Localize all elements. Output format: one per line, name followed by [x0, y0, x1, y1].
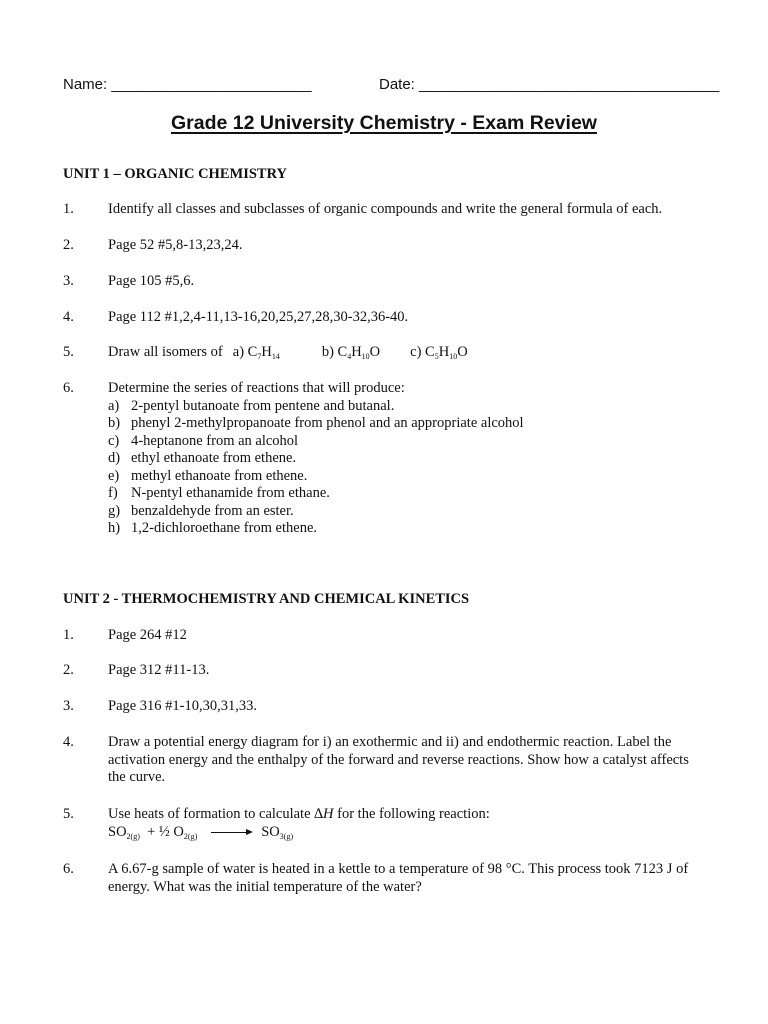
- sub-item-text: 2-pentyl butanoate from pentene and butanal.: [131, 397, 395, 414]
- date-blank[interactable]: ____________________________________: [419, 76, 720, 93]
- unit1-q6-number: 6.: [63, 380, 74, 396]
- sub-item-letter: d): [108, 450, 121, 466]
- formula-a-h: H: [261, 344, 272, 360]
- formula-c-c: c) C: [410, 344, 435, 360]
- formula-c: [410, 344, 468, 360]
- formula-b-c: b) C: [321, 344, 348, 360]
- unit2-heading: UNIT 2 - THERMOCHEMISTRY AND CHEMICAL KINETICS: [63, 591, 470, 607]
- date-label: Date:: [379, 76, 415, 93]
- unit1-q4-text: Page 112 #1,2,4-11,13-16,20,25,27,28,30-32,36-40.: [108, 309, 409, 325]
- unit2-q4-text: Draw a potential energy diagram for i) an exothermic and ii) and endothermic reaction. Label the activation energy and the enthalpy of the forward and reverse reactions. Show how a catalyst affects the curve.: [108, 734, 689, 785]
- name-field[interactable]: [63, 76, 312, 93]
- formula-b-h: H: [351, 344, 362, 360]
- sub-item: [108, 415, 708, 433]
- unit1-q2-number: 2.: [63, 237, 74, 253]
- formula-a: [233, 344, 280, 360]
- sub-item-letter: h): [108, 520, 121, 536]
- sub-item: [108, 485, 708, 503]
- unit1-heading: UNIT 1 – ORGANIC CHEMISTRY: [63, 166, 287, 182]
- page-title: [0, 112, 768, 135]
- sub-item: [108, 433, 708, 451]
- enthalpy-symbol: H: [323, 806, 334, 822]
- formula-c-sub1: 5: [434, 352, 439, 361]
- unit1-q5-number: 5.: [63, 344, 74, 360]
- sub-item-text: 4-heptanone from an alcohol: [131, 432, 299, 449]
- sub-item-letter: b): [108, 415, 121, 431]
- name-label: Name:: [63, 76, 108, 93]
- q5-text-post: for the following reaction:: [333, 806, 490, 822]
- unit2-q5-block: [108, 806, 708, 841]
- formula-b-o: O: [369, 344, 381, 360]
- unit1-q3-number: 3.: [63, 273, 74, 289]
- formula-b-sub2: 10: [361, 352, 370, 361]
- sub-item: [108, 520, 708, 538]
- sub-item: [108, 398, 708, 416]
- unit1-q2-text: Page 52 #5,8-13,23,24.: [108, 237, 243, 253]
- date-field[interactable]: [379, 76, 719, 93]
- formula-c-o: O: [457, 344, 468, 360]
- unit2-q3-number: 3.: [63, 698, 74, 714]
- sub-item-text: 1,2-dichloroethane from ethene.: [131, 520, 318, 536]
- unit1-q3-text: Page 105 #5,6.: [108, 273, 195, 289]
- reactant-so2: SO: [108, 823, 127, 840]
- unit2-q6-text: A 6.67-g sample of water is heated in a kettle to a temperature of 98 °C. This process took 7123 J of energy. What was the initial temperature of the water?: [108, 861, 689, 895]
- reactant-o2: + ½ O: [147, 823, 184, 840]
- sub-item-text: N-pentyl ethanamide from ethane.: [131, 485, 330, 501]
- formula-a-c: a) C: [232, 344, 258, 360]
- unit1-q5-text: [108, 344, 468, 362]
- unit2-q3-text: Page 316 #1-10,30,31,33.: [108, 698, 258, 714]
- sub-item-letter: a): [108, 397, 120, 414]
- sub-item-letter: e): [108, 467, 120, 484]
- unit2-q6-number: 6.: [63, 861, 74, 877]
- reactant-o2-state: 2(g): [183, 831, 198, 841]
- formula-b-sub1: 4: [347, 352, 352, 361]
- sub-item-letter: f): [108, 485, 118, 501]
- unit1-q6-block: [108, 380, 708, 538]
- sub-item: [108, 450, 708, 468]
- sub-item-text: methyl ethanoate from ethene.: [131, 467, 308, 484]
- formula-c-sub2: 10: [449, 352, 458, 361]
- unit1-q1-text: Identify all classes and subclasses of organic compounds and write the general formula of each.: [108, 201, 663, 217]
- formula-c-h: H: [438, 344, 450, 360]
- sub-item-text: phenyl 2-methylpropanoate from phenol and an appropriate alcohol: [131, 415, 524, 431]
- reaction-equation: [108, 824, 708, 842]
- unit1-q4-number: 4.: [63, 309, 74, 325]
- formula-a-sub2: 14: [271, 352, 280, 361]
- unit2-q2-number: 2.: [63, 662, 74, 678]
- unit2-q1-text: Page 264 #12: [108, 627, 187, 643]
- sub-item-letter: c): [108, 432, 120, 449]
- sub-item-text: benzaldehyde from an ester.: [131, 502, 294, 519]
- unit2-q1-number: 1.: [63, 627, 74, 643]
- product-so3: SO: [261, 823, 280, 840]
- sub-item: [108, 468, 708, 486]
- delta-symbol: ∆: [314, 806, 324, 822]
- sub-item: [108, 503, 708, 521]
- unit2-q5-text: [108, 806, 708, 824]
- q5-text-pre: Use heats of formation to calculate: [108, 806, 315, 822]
- q5-intro: Draw all isomers of: [108, 344, 223, 360]
- formula-b: [322, 344, 380, 360]
- sub-item-text: ethyl ethanoate from ethene.: [131, 450, 297, 466]
- formula-a-sub1: 7: [257, 352, 262, 361]
- page-title-text: Grade 12 University Chemistry - Exam Review: [171, 112, 597, 134]
- reaction-arrow-icon: [211, 832, 251, 833]
- unit2-q4-number: 4.: [63, 734, 74, 750]
- name-blank[interactable]: ________________________: [111, 76, 312, 93]
- sub-item-letter: g): [108, 502, 121, 519]
- unit2-q5-number: 5.: [63, 806, 74, 822]
- unit1-q6-text: Determine the series of reactions that will produce:: [108, 380, 405, 396]
- reactant-so2-state: 2(g): [126, 831, 140, 841]
- unit2-q2-text: Page 312 #11-13.: [108, 662, 210, 678]
- unit1-q1-number: 1.: [63, 201, 74, 217]
- product-so3-state: 3(g): [279, 831, 294, 841]
